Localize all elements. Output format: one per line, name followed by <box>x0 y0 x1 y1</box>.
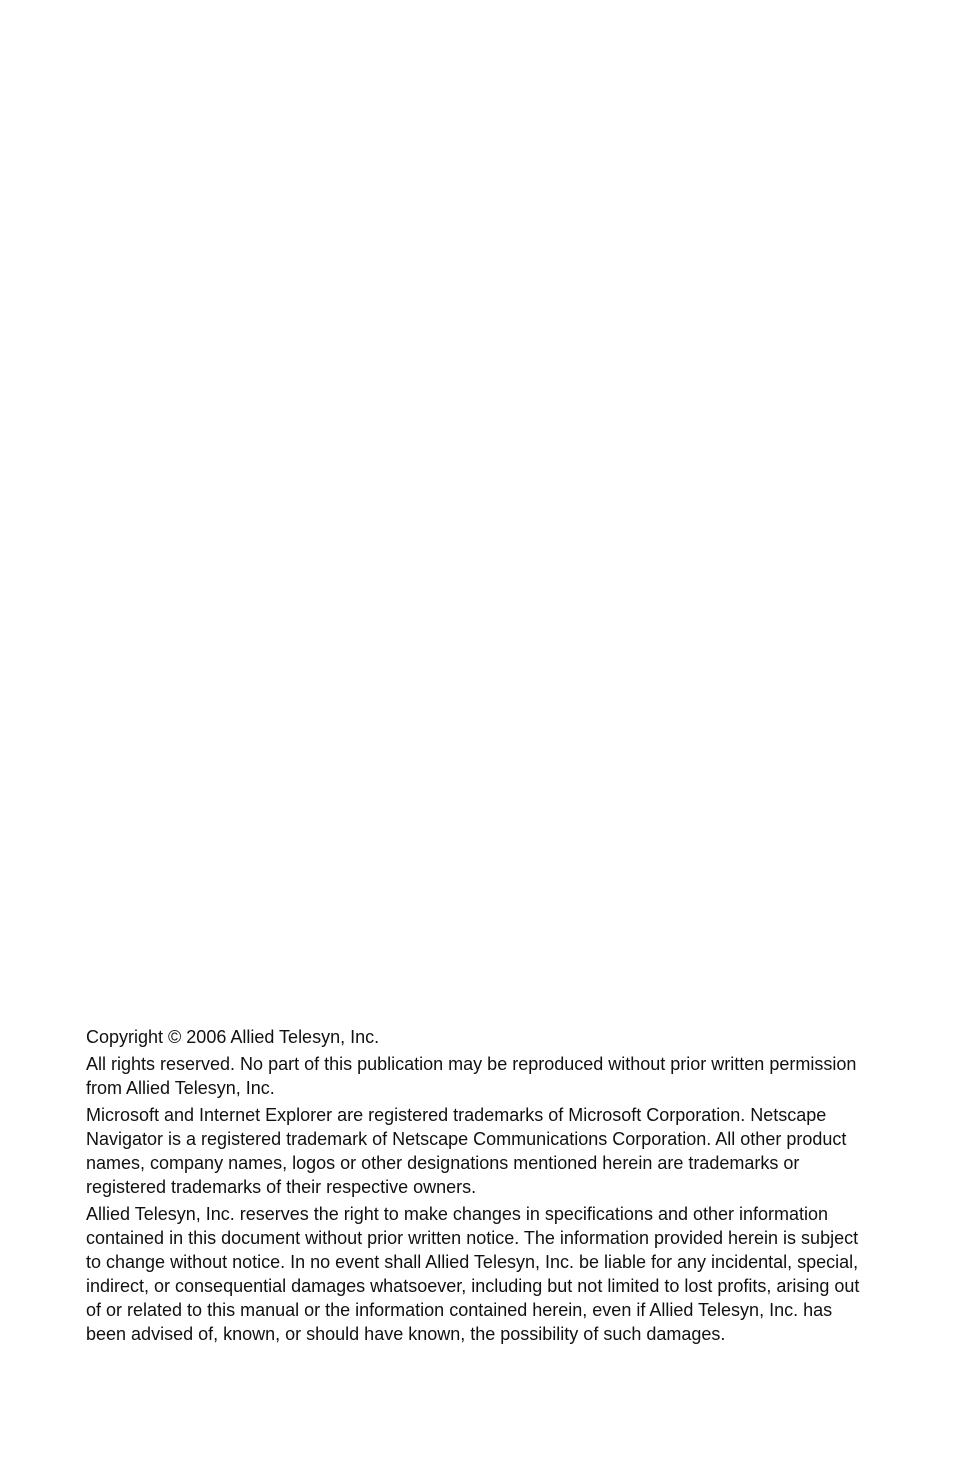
disclaimer-paragraph: Allied Telesyn, Inc. reserves the right to make changes in specifications and other information contained in this document without prior written notice. The information provided herein is subject to change without notice. In no event shall Allied Telesyn, Inc. be liable for any incidental, special, indirect, or consequential damages whatsoever, including but not limited to lost profits, arising out of or related to this manual or the information contained herein, even if Allied Telesyn, Inc. has been advised of, known, or should have known, the possibility of such damages. <box>86 1204 860 1344</box>
rights-reserved-paragraph: All rights reserved. No part of this publication may be reproduced without prior written permission from Allied Telesyn, Inc. <box>86 1054 857 1098</box>
trademarks-paragraph: Microsoft and Internet Explorer are registered trademarks of Microsoft Corporation. Netscape Navigator is a registered trademark of Netscape Communications Corporation. All other product names, company names, logos or other designations mentioned herein are trademarks or registered trademarks of their respective owners. <box>86 1105 847 1197</box>
legal-notice <box>86 1025 876 1349</box>
copyright-notice: Copyright © 2006 Allied Telesyn, Inc. <box>86 1027 380 1047</box>
